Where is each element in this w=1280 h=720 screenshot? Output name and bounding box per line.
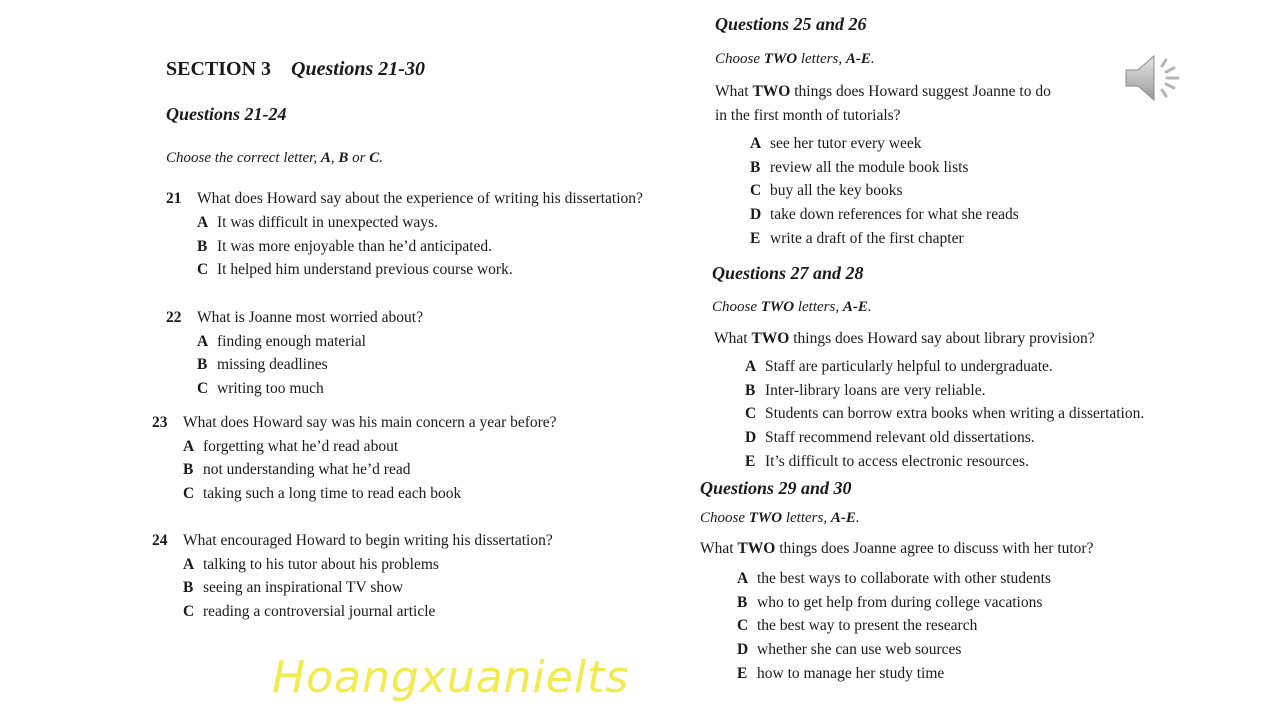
option-24-a[interactable]	[183, 556, 439, 574]
option-text: the best way to present the research	[757, 617, 978, 634]
option-letter: C	[197, 261, 209, 278]
option-29-e[interactable]	[737, 665, 944, 683]
option-29-c[interactable]	[737, 617, 977, 635]
option-letter: A	[750, 135, 762, 152]
instruction-27-28	[712, 299, 872, 316]
option-29-a[interactable]	[737, 570, 1051, 588]
option-letter: E	[750, 230, 761, 247]
speaker-icon[interactable]	[1122, 48, 1188, 108]
option-27-e[interactable]	[745, 453, 1029, 471]
option-25-d[interactable]	[750, 206, 1019, 224]
option-letter: B	[183, 461, 194, 478]
group-title-27-28: Questions 27 and 28	[712, 263, 864, 283]
option-letter: C	[197, 380, 209, 397]
question-bold: TWO	[737, 540, 776, 557]
option-letter: C	[737, 617, 749, 634]
question-text: What does Howard say about the experience of writing his dissertation?	[197, 190, 643, 207]
instruction-range: A-E	[830, 510, 856, 526]
option-letter: C	[183, 603, 195, 620]
option-text: Staff are particularly helpful to undergraduate.	[765, 358, 1053, 375]
option-letter: D	[745, 429, 757, 446]
option-21-a[interactable]	[197, 214, 438, 232]
instruction-letter-a: A	[320, 150, 331, 166]
option-text: write a draft of the first chapter	[770, 230, 964, 247]
instruction-range: A-E	[842, 299, 868, 315]
instruction-end: .	[855, 510, 860, 526]
speaker-icon-graphic	[1122, 48, 1188, 108]
question-text: What encouraged Howard to begin writing his dissertation?	[183, 532, 553, 549]
section-range: Questions 21-30	[291, 58, 425, 80]
option-letter: A	[737, 570, 749, 587]
section-title	[166, 58, 425, 81]
question-text: What	[714, 330, 752, 347]
instruction-bold: TWO	[748, 510, 783, 526]
option-letter: C	[183, 485, 195, 502]
question-text: What	[700, 540, 738, 557]
option-text: Staff recommend relevant old dissertations.	[765, 429, 1035, 446]
option-letter: A	[183, 556, 195, 573]
option-text: buy all the key books	[770, 182, 903, 199]
option-text: It was difficult in unexpected ways.	[217, 214, 438, 231]
option-22-a[interactable]	[197, 333, 366, 351]
option-25-c[interactable]	[750, 182, 903, 200]
option-22-b[interactable]	[197, 356, 328, 374]
option-text: the best ways to collaborate with other students	[757, 570, 1052, 587]
question-text: things does Joanne agree to discuss with her tutor?	[775, 540, 1094, 557]
option-text: talking to his tutor about his problems	[203, 556, 439, 573]
option-text: Inter-library loans are very reliable.	[765, 382, 986, 399]
option-21-c[interactable]	[197, 261, 513, 279]
instruction-text: letters,	[782, 510, 831, 526]
option-text: taking such a long time to read each book	[203, 485, 462, 502]
question-number: 23	[152, 414, 168, 431]
instruction-21-24	[166, 150, 383, 167]
option-letter: A	[183, 438, 195, 455]
option-text: who to get help from during college vacations	[757, 594, 1043, 611]
option-text: reading a controversial journal article	[203, 603, 436, 620]
option-23-c[interactable]	[183, 485, 461, 503]
instruction-text: letters,	[797, 51, 846, 67]
option-letter: E	[737, 665, 748, 682]
option-22-c[interactable]	[197, 380, 324, 398]
option-text: forgetting what he’d read about	[203, 438, 399, 455]
instruction-text: Choose	[715, 51, 764, 67]
instruction-end: .	[379, 150, 383, 166]
option-25-b[interactable]	[750, 159, 968, 177]
question-number: 22	[166, 309, 182, 326]
group-title-25-26: Questions 25 and 26	[715, 14, 867, 34]
instruction-range: A-E	[845, 51, 871, 67]
option-27-c[interactable]	[745, 405, 1144, 423]
option-letter: A	[745, 358, 757, 375]
option-letter: C	[745, 405, 757, 422]
option-letter: A	[197, 333, 209, 350]
question-text: What is Joanne most worried about?	[197, 309, 423, 326]
option-letter: B	[745, 382, 756, 399]
question-22	[166, 309, 423, 327]
instruction-text: Choose the correct letter,	[166, 150, 321, 166]
section-label: SECTION 3	[166, 58, 272, 80]
question-bold: TWO	[752, 83, 791, 100]
option-27-a[interactable]	[745, 358, 1053, 376]
watermark: Hoangxuanielts	[272, 652, 630, 703]
option-text: It was more enjoyable than he’d anticipated.	[217, 238, 493, 255]
option-letter: A	[197, 214, 209, 231]
instruction-text: Choose	[700, 510, 749, 526]
question-number: 24	[152, 532, 168, 549]
instruction-25-26	[715, 51, 875, 68]
option-23-a[interactable]	[183, 438, 398, 456]
question-27-28	[714, 330, 1095, 348]
question-number: 21	[166, 190, 182, 207]
option-27-d[interactable]	[745, 429, 1035, 447]
option-text: missing deadlines	[217, 356, 328, 373]
question-text: things does Howard suggest Joanne to do	[790, 83, 1051, 100]
instruction-end: .	[867, 299, 872, 315]
option-letter: B	[197, 238, 208, 255]
instruction-bold: TWO	[763, 51, 798, 67]
instruction-end: .	[870, 51, 875, 67]
instruction-bold: TWO	[760, 299, 795, 315]
question-text: What does Howard say was his main concern a year before?	[183, 414, 557, 431]
question-29-30	[700, 540, 1093, 558]
instruction-letter-b: B	[338, 150, 349, 166]
option-text: how to manage her study time	[757, 665, 945, 682]
option-text: whether she can use web sources	[757, 641, 962, 658]
option-text: writing too much	[217, 380, 324, 397]
option-letter: B	[197, 356, 208, 373]
option-text: finding enough material	[217, 333, 366, 350]
option-24-b[interactable]	[183, 579, 403, 597]
group-title-21-24: Questions 21-24	[166, 104, 287, 124]
option-letter: E	[745, 453, 756, 470]
instruction-sep: ,	[330, 150, 339, 166]
option-text: seeing an inspirational TV show	[203, 579, 404, 596]
option-text: Students can borrow extra books when writing a dissertation.	[765, 405, 1145, 422]
option-letter: C	[750, 182, 762, 199]
option-29-b[interactable]	[737, 594, 1042, 612]
option-letter: D	[737, 641, 749, 658]
question-bold: TWO	[751, 330, 790, 347]
question-21	[166, 190, 643, 208]
option-text: It’s difficult to access electronic resources.	[765, 453, 1029, 470]
option-text: see her tutor every week	[770, 135, 922, 152]
question-text: What	[715, 83, 753, 100]
option-letter: B	[750, 159, 761, 176]
option-text: not understanding what he’d read	[203, 461, 411, 478]
option-24-c[interactable]	[183, 603, 435, 621]
option-letter: B	[737, 594, 748, 611]
option-text: take down references for what she reads	[770, 206, 1019, 223]
question-25-26-line1	[715, 83, 1051, 101]
instruction-text: letters,	[794, 299, 843, 315]
instruction-letter-c: C	[369, 150, 380, 166]
question-24	[152, 532, 553, 550]
option-21-b[interactable]	[197, 238, 492, 256]
group-title-29-30: Questions 29 and 30	[700, 478, 852, 498]
option-29-d[interactable]	[737, 641, 961, 659]
option-letter: D	[750, 206, 762, 223]
instruction-29-30	[700, 510, 860, 527]
option-25-e[interactable]	[750, 230, 964, 248]
question-23	[152, 414, 557, 432]
option-27-b[interactable]	[745, 382, 985, 400]
question-25-26-line2: in the first month of tutorials?	[715, 107, 901, 124]
option-23-b[interactable]	[183, 461, 410, 479]
option-text: It helped him understand previous course work.	[217, 261, 513, 278]
instruction-or: or	[348, 150, 370, 166]
option-text: review all the module book lists	[770, 159, 969, 176]
option-25-a[interactable]	[750, 135, 921, 153]
question-text: things does Howard say about library provision?	[789, 330, 1095, 347]
option-letter: B	[183, 579, 194, 596]
instruction-text: Choose	[712, 299, 761, 315]
